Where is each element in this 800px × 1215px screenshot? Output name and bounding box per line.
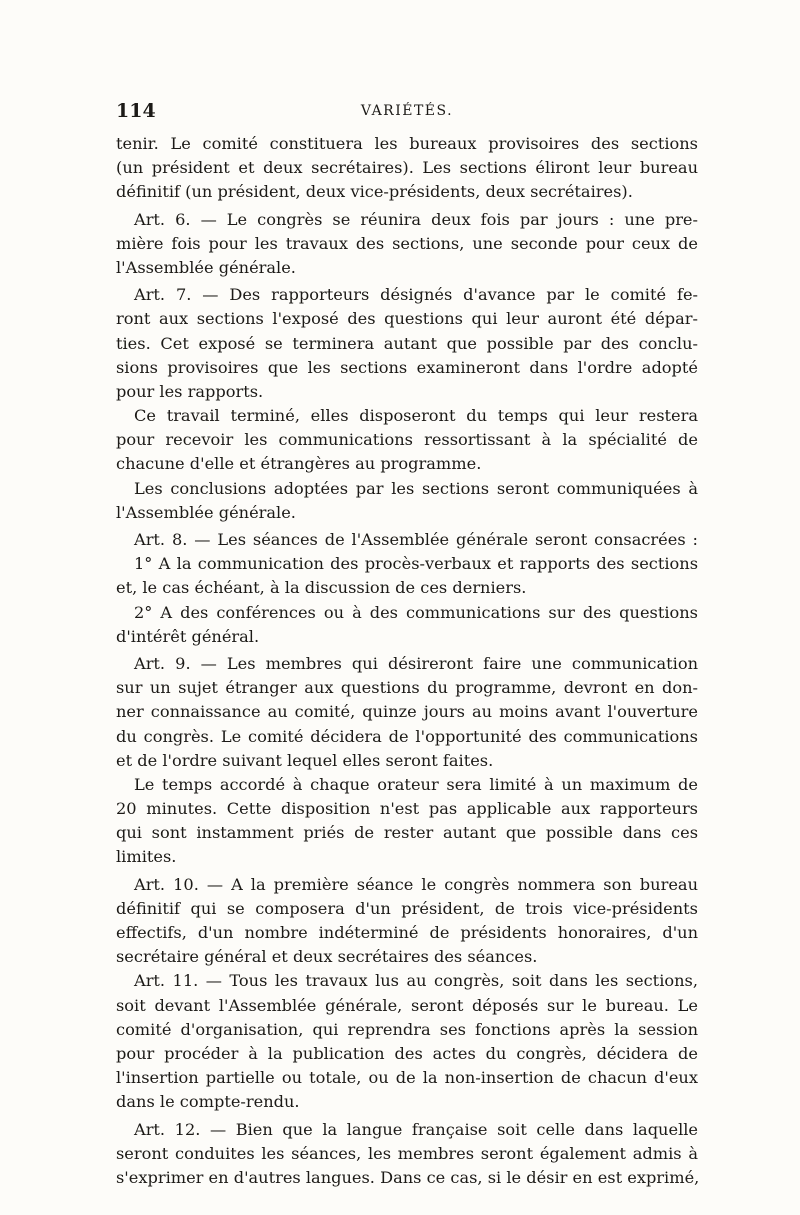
text-line: Art. 7. — Des rapporteurs désignés d'avance par le comité fe- (134, 285, 698, 305)
text-line: et de l'ordre suivant lequel elles seront faites. (116, 750, 494, 770)
text-line: (un président et deux secrétaires). Les sections éliront leur bureau (116, 158, 698, 178)
text-line: chacune d'elle et étrangères au programme. (116, 454, 482, 474)
text-line: limites. (116, 847, 177, 867)
text-line: pour les rapports. (116, 381, 264, 401)
body-text (116, 132, 698, 1190)
text-line: Art. 11. — Tous les travaux lus au congrès, soit dans les sections, (134, 971, 698, 991)
text-line: qui sont instamment priés de rester autant que possible dans ces (116, 823, 698, 843)
text-line: ner connaissance au comité, quinze jours au moins avant l'ouverture (116, 702, 698, 722)
text-line: comité d'organisation, qui reprendra ses fonctions après la session (116, 1019, 698, 1039)
text-line: effectifs, d'un nombre indéterminé de présidents honoraires, d'un (116, 923, 698, 942)
running-title: VARIÉTÉS. (360, 103, 454, 119)
text-line: tenir. Le comité constituera les bureaux provisoires des sections (116, 134, 698, 153)
text-line: dans le compte-rendu. (116, 1092, 300, 1112)
text-line: d'intérêt général. (116, 626, 260, 646)
text-line: Art. 9. — Les membres qui désireront faire une communication (134, 653, 698, 673)
text-line: Art. 8. — Les séances de l'Assemblée générale seront consacrées : (134, 530, 698, 549)
text-line: pour procéder à la publication des actes du congrès, décidera de (116, 1043, 698, 1063)
text-line: s'exprimer en d'autres langues. Dans ce cas, si le désir en est exprimé, (116, 1167, 700, 1187)
text-line: Ce travail terminé, elles disposeront du temps qui leur restera (134, 406, 698, 426)
text-line: Art. 12. — Bien que la langue française soit celle dans laquelle (134, 1119, 698, 1139)
text-line: soit devant l'Assemblée générale, seront déposés sur le bureau. Le (116, 995, 698, 1015)
text-line: et, le cas échéant, à la discussion de ces derniers. (116, 578, 527, 598)
text-line: Le temps accordé à chaque orateur sera limité à un maximum de (134, 774, 698, 794)
page-number: 114 (116, 100, 156, 122)
text-line: l'insertion partielle ou totale, ou de la non-insertion de chacun d'eux (116, 1068, 698, 1088)
text-line: 2° A des conférences ou à des communications sur des questions (134, 602, 698, 622)
text-line: sur un sujet étranger aux questions du programme, devront en don- (116, 678, 698, 698)
text-line: définitif qui se composera d'un président, de trois vice-présidents (116, 898, 698, 918)
text-line: pour recevoir les communications ressortissant à la spécialité de (116, 430, 698, 450)
text-line: du congrès. Le comité décidera de l'opportunité des communications (116, 726, 698, 746)
text-line: Les conclusions adoptées par les sections seront communiquées à (134, 478, 698, 498)
text-line: 20 minutes. Cette disposition n'est pas applicable aux rapporteurs (116, 799, 698, 819)
text-line: ties. Cet exposé se terminera autant que possible par des conclu- (116, 333, 698, 353)
text-line: seront conduites les séances, les membres seront également admis à (116, 1143, 698, 1163)
text-line: Art. 6. — Le congrès se réunira deux fois par jours : une pre- (134, 209, 698, 229)
text-line: secrétaire général et deux secrétaires des séances. (116, 947, 538, 967)
page-header (116, 100, 698, 124)
text-line: l'Assemblée générale. (116, 502, 296, 522)
text-line: définitif (un président, deux vice-présidents, deux secrétaires). (116, 182, 633, 202)
text-line: l'Assemblée générale. (116, 257, 296, 277)
text-line: 1° A la communication des procès-verbaux et rapports des sections (134, 554, 698, 574)
text-line: mière fois pour les travaux des sections, une seconde pour ceux de (116, 233, 698, 253)
text-line: Art. 10. — A la première séance le congrès nommera son bureau (134, 874, 698, 894)
text-line: sions provisoires que les sections examineront dans l'ordre adopté (116, 357, 698, 377)
text-line: ront aux sections l'exposé des questions qui leur auront été dépar- (116, 309, 698, 329)
